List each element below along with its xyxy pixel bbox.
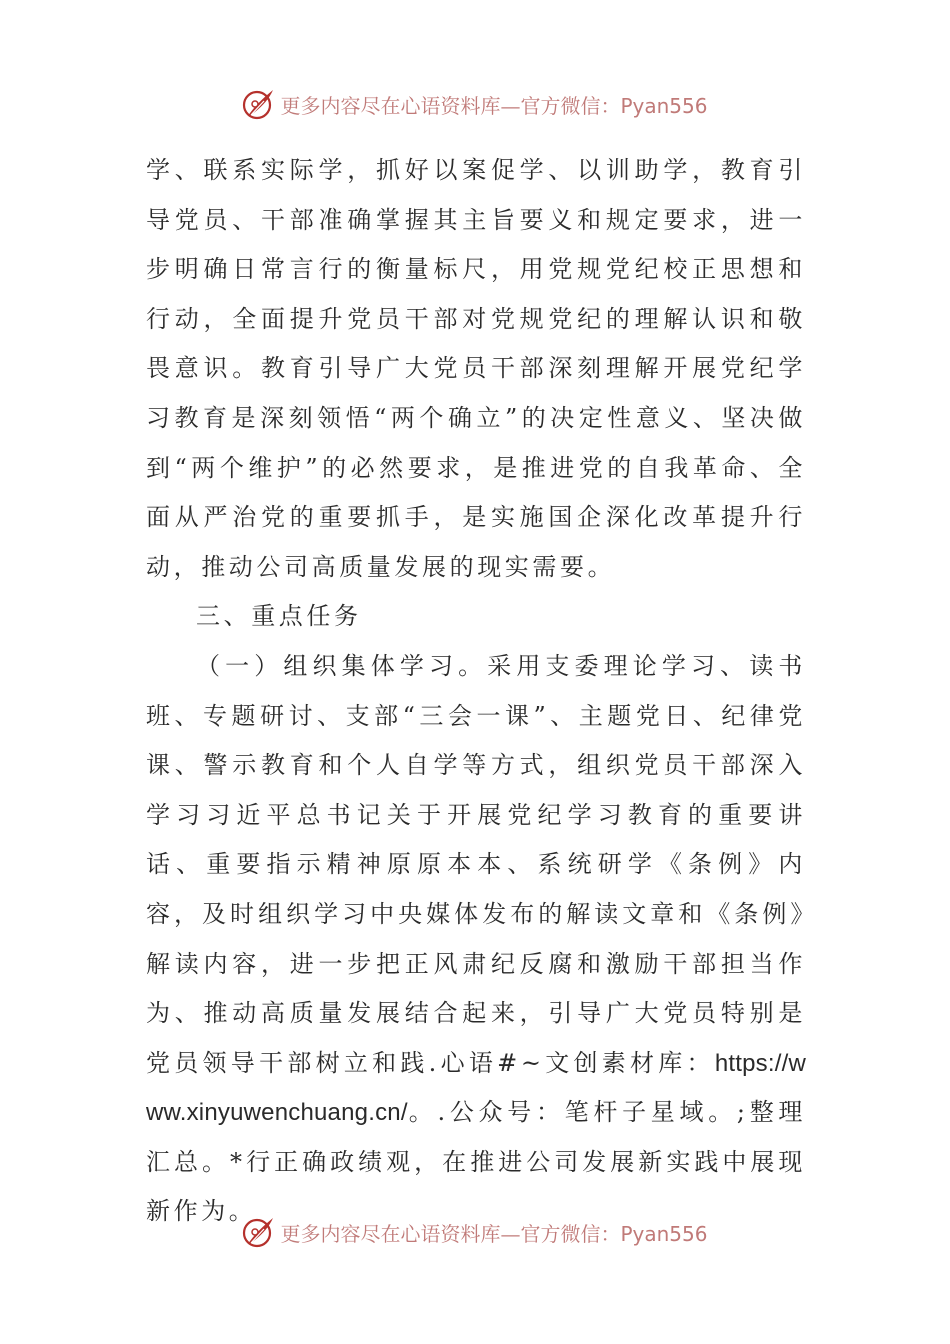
body-paragraph-2	[146, 642, 806, 1237]
header-banner	[0, 84, 950, 124]
footer-dash: —	[500, 1221, 521, 1246]
header-brand-text: 更多内容尽在心语资料库	[280, 93, 501, 118]
header-dash: —	[500, 93, 521, 118]
quill-pen-logo-icon	[242, 87, 276, 121]
section-heading: 三、重点任务	[196, 602, 362, 631]
body-paragraph-1: 学、联系实际学，抓好以案促学、以训助学，教育引导党员、干部准确掌握其主旨要义和规定要求，进一步明确日常言行的衡量标尺，用党规党纪校正思想和行动，全面提升党员干部对党规党纪的理解认识和敬畏意识。教育引导广大党员干部深刻理解开展党纪学习教育是深刻领悟“两个确立”的决定性意义、坚决做到“两个维护”的必然要求，是推进党的自我革命、全面从严治党的重要抓手，是实施国企深化改革提升行动，推动公司高质量发展的现实需要。	[146, 156, 806, 581]
quill-pen-logo-icon	[242, 1215, 276, 1249]
paragraph-2-text-before-url: （一）组织集体学习。采用支委理论学习、读书班、专题研讨、支部“三会一课”、主题党日、纪律党课、警示教育和个人自学等方式，组织党员干部深入学习习近平总书记关于开展党纪学习教育的重要讲话、重要指示精神原原本本、系统研学《条例》内容，及时组织学习中央媒体发布的解读文章和《条例》解读内容，进一步把正风肃纪反腐和激励干部担当作为、推动高质量发展结合起来，引导广大党员特别是党员领导干部树立和践.心语#~文创素材库：	[146, 651, 806, 1077]
paragraph-2-text-after-url: 。.公众号：笔杆子星域。;整理汇总。*行正确政绩观，在推进公司发展新实践中展现新作为。	[146, 1098, 806, 1226]
document-body	[146, 146, 806, 1237]
header-contact-text: 官方微信：Pyan556	[520, 93, 708, 118]
website-url: https://www.xinyuwenchuang.cn/	[146, 1049, 806, 1127]
footer-brand-text: 更多内容尽在心语资料库	[280, 1221, 501, 1246]
footer-banner	[0, 1212, 950, 1252]
footer-contact-text: 官方微信：Pyan556	[520, 1221, 708, 1246]
